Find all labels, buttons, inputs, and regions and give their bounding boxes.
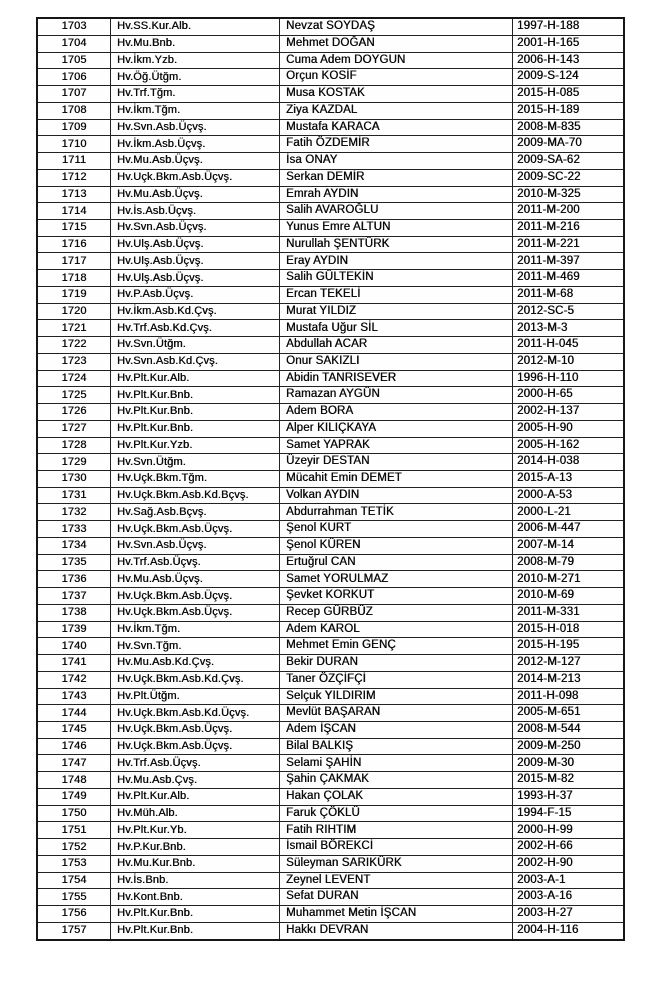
name-cell: Abdullah ACAR	[280, 337, 513, 354]
table-row	[37, 186, 624, 203]
registry-number-cell: 2015-H-018	[513, 621, 625, 638]
registry-number-cell: 2000-A-53	[513, 487, 625, 504]
registry-number-cell: 1993-H-37	[513, 788, 625, 805]
name-cell: Ercan TEKELİ	[280, 286, 513, 303]
name-cell: Şahin ÇAKMAK	[280, 772, 513, 789]
name-cell: Murat YILDIZ	[280, 303, 513, 320]
row-number-cell: 1708	[37, 102, 111, 119]
rank-cell: Hv.Uçk.Bkm.Asb.Kd.Çvş.	[111, 671, 280, 688]
table-row	[37, 855, 624, 872]
row-number-cell: 1703	[37, 18, 111, 35]
table-row	[37, 320, 624, 337]
registry-number-cell: 2011-M-216	[513, 219, 625, 236]
table-row	[37, 18, 624, 35]
table-row	[37, 286, 624, 303]
personnel-roster-table	[36, 17, 625, 941]
registry-number-cell: 2000-H-65	[513, 387, 625, 404]
rank-cell: Hv.Öğ.Ütğm.	[111, 69, 280, 86]
rank-cell: Hv.P.Kur.Bnb.	[111, 839, 280, 856]
name-cell: Hakan ÇOLAK	[280, 788, 513, 805]
registry-number-cell: 2015-A-13	[513, 471, 625, 488]
rank-cell: Hv.Trf.Asb.Üçvş.	[111, 554, 280, 571]
name-cell: Mevlüt BAŞARAN	[280, 705, 513, 722]
name-cell: Muhammet Metin İŞCAN	[280, 906, 513, 923]
rank-cell: Hv.Uçk.Bkm.Asb.Üçvş.	[111, 722, 280, 739]
registry-number-cell: 2011-M-397	[513, 253, 625, 270]
rank-cell: Hv.Plt.Kur.Alb.	[111, 788, 280, 805]
row-number-cell: 1739	[37, 621, 111, 638]
row-number-cell: 1756	[37, 906, 111, 923]
row-number-cell: 1706	[37, 69, 111, 86]
registry-number-cell: 2002-H-66	[513, 839, 625, 856]
name-cell: Abidin TANRISEVER	[280, 370, 513, 387]
table-row	[37, 537, 624, 554]
registry-number-cell: 2011-M-68	[513, 286, 625, 303]
registry-number-cell: 2011-M-469	[513, 270, 625, 287]
rank-cell: Hv.Plt.Kur.Bnb.	[111, 404, 280, 421]
registry-number-cell: 2009-SA-62	[513, 153, 625, 170]
registry-number-cell: 2015-H-189	[513, 102, 625, 119]
registry-number-cell: 2015-H-195	[513, 638, 625, 655]
name-cell: Adem KAROL	[280, 621, 513, 638]
rank-cell: Hv.Svn.Tğm.	[111, 638, 280, 655]
row-number-cell: 1728	[37, 437, 111, 454]
rank-cell: Hv.Svn.Asb.Kd.Çvş.	[111, 353, 280, 370]
row-number-cell: 1709	[37, 119, 111, 136]
rank-cell: Hv.Mu.Kur.Bnb.	[111, 855, 280, 872]
registry-number-cell: 2003-A-16	[513, 889, 625, 906]
row-number-cell: 1734	[37, 537, 111, 554]
registry-number-cell: 2006-H-143	[513, 52, 625, 69]
rank-cell: Hv.Mu.Asb.Üçvş.	[111, 571, 280, 588]
name-cell: Mehmet Emin GENÇ	[280, 638, 513, 655]
rank-cell: Hv.Plt.Kur.Bnb.	[111, 387, 280, 404]
rank-cell: Hv.Plt.Ütğm.	[111, 688, 280, 705]
table-row	[37, 839, 624, 856]
table-row	[37, 805, 624, 822]
name-cell: Abdurrahman TETİK	[280, 504, 513, 521]
table-row	[37, 822, 624, 839]
name-cell: Üzeyir DESTAN	[280, 454, 513, 471]
rank-cell: Hv.Ulş.Asb.Üçvş.	[111, 270, 280, 287]
rank-cell: Hv.İkm.Asb.Kd.Çvş.	[111, 303, 280, 320]
row-number-cell: 1735	[37, 554, 111, 571]
rank-cell: Hv.Svn.Asb.Üçvş.	[111, 219, 280, 236]
table-row	[37, 86, 624, 103]
rank-cell: Hv.İkm.Tğm.	[111, 621, 280, 638]
table-row	[37, 655, 624, 672]
name-cell: Mustafa KARACA	[280, 119, 513, 136]
row-number-cell: 1720	[37, 303, 111, 320]
row-number-cell: 1704	[37, 35, 111, 52]
table-row	[37, 420, 624, 437]
registry-number-cell: 2004-H-116	[513, 922, 625, 940]
name-cell: Mücahit Emin DEMET	[280, 471, 513, 488]
registry-number-cell: 2015-H-085	[513, 86, 625, 103]
row-number-cell: 1713	[37, 186, 111, 203]
rank-cell: Hv.Müh.Alb.	[111, 805, 280, 822]
table-row	[37, 203, 624, 220]
rank-cell: Hv.Uçk.Bkm.Asb.Üçvş.	[111, 588, 280, 605]
rank-cell: Hv.Mu.Asb.Kd.Çvş.	[111, 655, 280, 672]
table-row	[37, 153, 624, 170]
registry-number-cell: 2008-M-79	[513, 554, 625, 571]
name-cell: Serkan DEMİR	[280, 169, 513, 186]
row-number-cell: 1743	[37, 688, 111, 705]
table-row	[37, 772, 624, 789]
rank-cell: Hv.Svn.Ütğm.	[111, 454, 280, 471]
row-number-cell: 1726	[37, 404, 111, 421]
registry-number-cell: 2011-M-221	[513, 236, 625, 253]
name-cell: Nevzat SOYDAŞ	[280, 18, 513, 35]
row-number-cell: 1724	[37, 370, 111, 387]
rank-cell: Hv.Uçk.Bkm.Asb.Üçvş.	[111, 604, 280, 621]
name-cell: Bekir DURAN	[280, 655, 513, 672]
name-cell: Musa KOSTAK	[280, 86, 513, 103]
rank-cell: Hv.P.Asb.Üçvş.	[111, 286, 280, 303]
roster-table-body	[37, 18, 624, 940]
registry-number-cell: 2009-SC-22	[513, 169, 625, 186]
registry-number-cell: 2009-M-250	[513, 738, 625, 755]
registry-number-cell: 2013-M-3	[513, 320, 625, 337]
name-cell: Şevket KORKUT	[280, 588, 513, 605]
name-cell: İsa ONAY	[280, 153, 513, 170]
table-row	[37, 119, 624, 136]
table-row	[37, 337, 624, 354]
row-number-cell: 1715	[37, 219, 111, 236]
table-row	[37, 588, 624, 605]
rank-cell: Hv.Trf.Asb.Üçvş.	[111, 755, 280, 772]
rank-cell: Hv.Ulş.Asb.Üçvş.	[111, 236, 280, 253]
registry-number-cell: 2014-M-213	[513, 671, 625, 688]
registry-number-cell: 2002-H-137	[513, 404, 625, 421]
rank-cell: Hv.Uçk.Bkm.Asb.Üçvş.	[111, 738, 280, 755]
registry-number-cell: 2006-M-447	[513, 521, 625, 538]
registry-number-cell: 1996-H-110	[513, 370, 625, 387]
rank-cell: Hv.Ulş.Asb.Üçvş.	[111, 253, 280, 270]
name-cell: Salih GÜLTEKİN	[280, 270, 513, 287]
table-row	[37, 404, 624, 421]
rank-cell: Hv.Trf.Asb.Kd.Çvş.	[111, 320, 280, 337]
rank-cell: Hv.Mu.Asb.Üçvş.	[111, 186, 280, 203]
table-row	[37, 253, 624, 270]
table-row	[37, 638, 624, 655]
rank-cell: Hv.İkm.Yzb.	[111, 52, 280, 69]
table-row	[37, 738, 624, 755]
name-cell: Selami ŞAHİN	[280, 755, 513, 772]
row-number-cell: 1747	[37, 755, 111, 772]
table-row	[37, 136, 624, 153]
table-row	[37, 454, 624, 471]
rank-cell: Hv.Uçk.Bkm.Asb.Kd.Üçvş.	[111, 705, 280, 722]
name-cell: Şenol KÜREN	[280, 537, 513, 554]
name-cell: Ziya KAZDAL	[280, 102, 513, 119]
row-number-cell: 1757	[37, 922, 111, 940]
row-number-cell: 1736	[37, 571, 111, 588]
table-row	[37, 906, 624, 923]
name-cell: Volkan AYDIN	[280, 487, 513, 504]
name-cell: İsmail BÖREKCİ	[280, 839, 513, 856]
row-number-cell: 1750	[37, 805, 111, 822]
row-number-cell: 1727	[37, 420, 111, 437]
name-cell: Samet YORULMAZ	[280, 571, 513, 588]
row-number-cell: 1744	[37, 705, 111, 722]
registry-number-cell: 2007-M-14	[513, 537, 625, 554]
row-number-cell: 1737	[37, 588, 111, 605]
row-number-cell: 1707	[37, 86, 111, 103]
rank-cell: Hv.Svn.Ütğm.	[111, 337, 280, 354]
row-number-cell: 1725	[37, 387, 111, 404]
table-row	[37, 303, 624, 320]
rank-cell: Hv.Mu.Asb.Üçvş.	[111, 153, 280, 170]
row-number-cell: 1711	[37, 153, 111, 170]
table-row	[37, 353, 624, 370]
row-number-cell: 1717	[37, 253, 111, 270]
registry-number-cell: 2015-M-82	[513, 772, 625, 789]
row-number-cell: 1733	[37, 521, 111, 538]
name-cell: Cuma Adem DOYGUN	[280, 52, 513, 69]
row-number-cell: 1752	[37, 839, 111, 856]
row-number-cell: 1723	[37, 353, 111, 370]
row-number-cell: 1754	[37, 872, 111, 889]
table-row	[37, 621, 624, 638]
name-cell: Mehmet DOĞAN	[280, 35, 513, 52]
table-row	[37, 35, 624, 52]
table-row	[37, 504, 624, 521]
rank-cell: Hv.Plt.Kur.Alb.	[111, 370, 280, 387]
row-number-cell: 1746	[37, 738, 111, 755]
row-number-cell: 1742	[37, 671, 111, 688]
table-row	[37, 487, 624, 504]
row-number-cell: 1745	[37, 722, 111, 739]
rank-cell: Hv.Plt.Kur.Bnb.	[111, 906, 280, 923]
name-cell: Faruk ÇÖKLÜ	[280, 805, 513, 822]
name-cell: Ramazan AYGÜN	[280, 387, 513, 404]
row-number-cell: 1740	[37, 638, 111, 655]
table-row	[37, 219, 624, 236]
table-row	[37, 437, 624, 454]
registry-number-cell: 2008-M-544	[513, 722, 625, 739]
rank-cell: Hv.Svn.Asb.Üçvş.	[111, 119, 280, 136]
row-number-cell: 1716	[37, 236, 111, 253]
row-number-cell: 1714	[37, 203, 111, 220]
table-row	[37, 471, 624, 488]
table-row	[37, 705, 624, 722]
name-cell: Nurullah ŞENTÜRK	[280, 236, 513, 253]
row-number-cell: 1732	[37, 504, 111, 521]
row-number-cell: 1729	[37, 454, 111, 471]
table-row	[37, 370, 624, 387]
table-row	[37, 236, 624, 253]
registry-number-cell: 2000-H-99	[513, 822, 625, 839]
name-cell: Onur SAKIZLI	[280, 353, 513, 370]
rank-cell: Hv.İs.Bnb.	[111, 872, 280, 889]
personnel-roster-table-container	[36, 17, 602, 941]
rank-cell: Hv.Trf.Tğm.	[111, 86, 280, 103]
table-row	[37, 671, 624, 688]
registry-number-cell: 2012-SC-5	[513, 303, 625, 320]
rank-cell: Hv.İkm.Asb.Üçvş.	[111, 136, 280, 153]
rank-cell: Hv.Svn.Asb.Üçvş.	[111, 537, 280, 554]
table-row	[37, 102, 624, 119]
registry-number-cell: 2011-H-098	[513, 688, 625, 705]
rank-cell: Hv.İs.Asb.Üçvş.	[111, 203, 280, 220]
table-row	[37, 554, 624, 571]
rank-cell: Hv.Mu.Bnb.	[111, 35, 280, 52]
row-number-cell: 1738	[37, 604, 111, 621]
rank-cell: Hv.Kont.Bnb.	[111, 889, 280, 906]
name-cell: Sefat DURAN	[280, 889, 513, 906]
rank-cell: Hv.Plt.Kur.Bnb.	[111, 922, 280, 940]
name-cell: Emrah AYDIN	[280, 186, 513, 203]
table-row	[37, 889, 624, 906]
registry-number-cell: 2010-M-271	[513, 571, 625, 588]
registry-number-cell: 2003-H-27	[513, 906, 625, 923]
registry-number-cell: 2005-M-651	[513, 705, 625, 722]
rank-cell: Hv.Uçk.Bkm.Asb.Üçvş.	[111, 169, 280, 186]
registry-number-cell: 2002-H-90	[513, 855, 625, 872]
name-cell: Ertuğrul CAN	[280, 554, 513, 571]
name-cell: Adem BORA	[280, 404, 513, 421]
row-number-cell: 1741	[37, 655, 111, 672]
registry-number-cell: 2003-A-1	[513, 872, 625, 889]
table-row	[37, 52, 624, 69]
rank-cell: Hv.Plt.Kur.Yzb.	[111, 437, 280, 454]
rank-cell: Hv.İkm.Tğm.	[111, 102, 280, 119]
row-number-cell: 1710	[37, 136, 111, 153]
registry-number-cell: 2008-M-835	[513, 119, 625, 136]
row-number-cell: 1705	[37, 52, 111, 69]
registry-number-cell: 1997-H-188	[513, 18, 625, 35]
name-cell: Fatih RIHTIM	[280, 822, 513, 839]
table-row	[37, 571, 624, 588]
name-cell: Salih AVAROĞLU	[280, 203, 513, 220]
row-number-cell: 1719	[37, 286, 111, 303]
row-number-cell: 1755	[37, 889, 111, 906]
row-number-cell: 1731	[37, 487, 111, 504]
row-number-cell: 1718	[37, 270, 111, 287]
name-cell: Mustafa Uğur SİL	[280, 320, 513, 337]
table-row	[37, 788, 624, 805]
name-cell: Eray AYDIN	[280, 253, 513, 270]
name-cell: Bilal BALKIŞ	[280, 738, 513, 755]
registry-number-cell: 2005-H-90	[513, 420, 625, 437]
name-cell: Alper KILIÇKAYA	[280, 420, 513, 437]
name-cell: Recep GÜRBÜZ	[280, 604, 513, 621]
registry-number-cell: 2009-MA-70	[513, 136, 625, 153]
name-cell: Şenol KURT	[280, 521, 513, 538]
rank-cell: Hv.Plt.Kur.Yb.	[111, 822, 280, 839]
registry-number-cell: 2005-H-162	[513, 437, 625, 454]
name-cell: Zeynel LEVENT	[280, 872, 513, 889]
rank-cell: Hv.Sağ.Asb.Bçvş.	[111, 504, 280, 521]
table-row	[37, 872, 624, 889]
registry-number-cell: 2012-M-10	[513, 353, 625, 370]
row-number-cell: 1730	[37, 471, 111, 488]
table-row	[37, 604, 624, 621]
name-cell: Taner ÖZÇİFÇİ	[280, 671, 513, 688]
name-cell: Yunus Emre ALTUN	[280, 219, 513, 236]
name-cell: Hakkı DEVRAN	[280, 922, 513, 940]
name-cell: Süleyman SARIKÜRK	[280, 855, 513, 872]
registry-number-cell: 2009-S-124	[513, 69, 625, 86]
registry-number-cell: 2009-M-30	[513, 755, 625, 772]
rank-cell: Hv.Plt.Kur.Bnb.	[111, 420, 280, 437]
rank-cell: Hv.Uçk.Bkm.Tğm.	[111, 471, 280, 488]
table-row	[37, 755, 624, 772]
row-number-cell: 1722	[37, 337, 111, 354]
table-row	[37, 521, 624, 538]
registry-number-cell: 2011-M-200	[513, 203, 625, 220]
registry-number-cell: 2011-M-331	[513, 604, 625, 621]
rank-cell: Hv.Uçk.Bkm.Asb.Kd.Bçvş.	[111, 487, 280, 504]
row-number-cell: 1721	[37, 320, 111, 337]
table-row	[37, 270, 624, 287]
registry-number-cell: 2010-M-69	[513, 588, 625, 605]
name-cell: Adem İŞCAN	[280, 722, 513, 739]
row-number-cell: 1749	[37, 788, 111, 805]
table-row	[37, 922, 624, 940]
registry-number-cell: 2000-L-21	[513, 504, 625, 521]
registry-number-cell: 2012-M-127	[513, 655, 625, 672]
row-number-cell: 1753	[37, 855, 111, 872]
name-cell: Selçuk YILDIRIM	[280, 688, 513, 705]
name-cell: Samet YAPRAK	[280, 437, 513, 454]
table-row	[37, 169, 624, 186]
row-number-cell: 1712	[37, 169, 111, 186]
registry-number-cell: 2010-M-325	[513, 186, 625, 203]
registry-number-cell: 2001-H-165	[513, 35, 625, 52]
rank-cell: Hv.SS.Kur.Alb.	[111, 18, 280, 35]
name-cell: Fatih ÖZDEMİR	[280, 136, 513, 153]
registry-number-cell: 2014-H-038	[513, 454, 625, 471]
row-number-cell: 1751	[37, 822, 111, 839]
rank-cell: Hv.Mu.Asb.Çvş.	[111, 772, 280, 789]
table-row	[37, 722, 624, 739]
registry-number-cell: 1994-F-15	[513, 805, 625, 822]
table-row	[37, 69, 624, 86]
name-cell: Orçun KOSİF	[280, 69, 513, 86]
row-number-cell: 1748	[37, 772, 111, 789]
registry-number-cell: 2011-H-045	[513, 337, 625, 354]
table-row	[37, 387, 624, 404]
rank-cell: Hv.Uçk.Bkm.Asb.Üçvş.	[111, 521, 280, 538]
table-row	[37, 688, 624, 705]
